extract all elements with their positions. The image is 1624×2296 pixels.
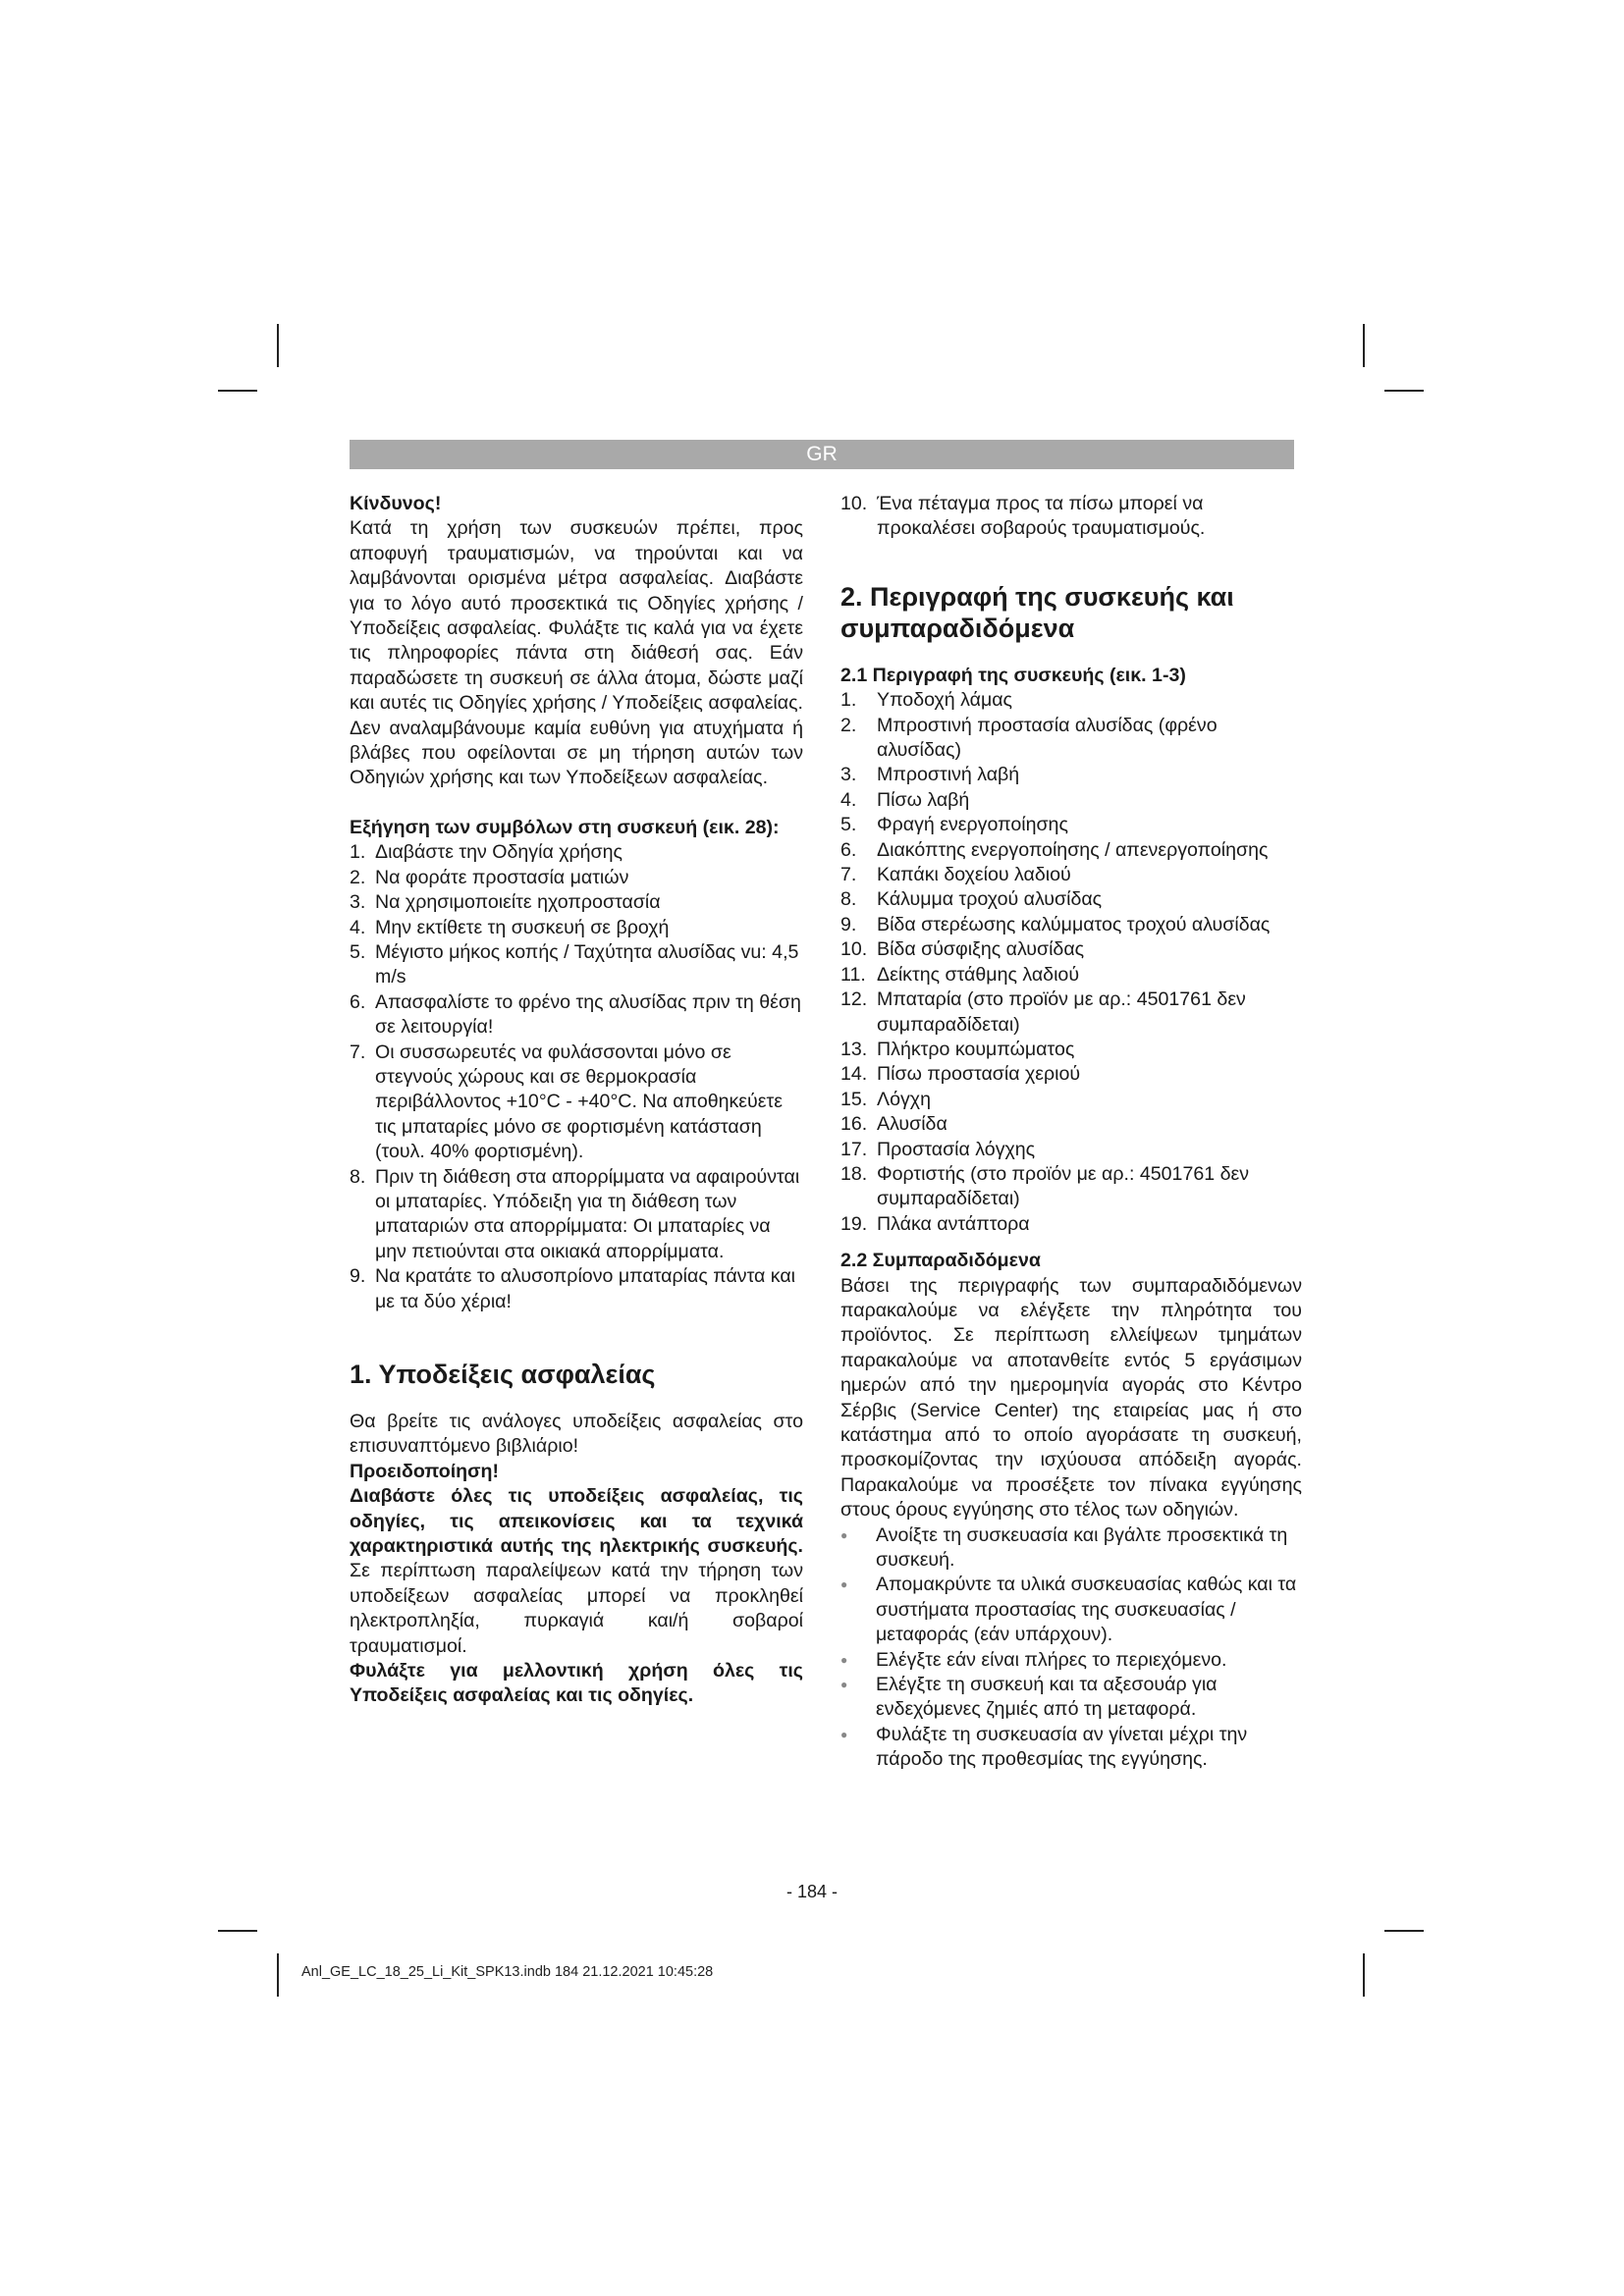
list-item <box>840 813 1302 837</box>
item-number: 11. <box>840 963 866 986</box>
bullet-dot-icon: ● <box>840 1652 848 1667</box>
item-number: 6. <box>350 990 366 1013</box>
item-text: Οι συσσωρευτές να φυλάσσονται μόνο σε στεγνούς χώρους και σε θερμοκρασία περιβάλλοντος +10°C - +40°C. Να αποθηκεύετε τις μπαταρίες μόνο σε φορτισμένη κατάσταση (τουλ. 40% φορτισμένη). <box>375 1041 783 1163</box>
item-number: 16. <box>840 1113 868 1136</box>
safety-intro: Θα βρείτε τις ανάλογες υποδείξεις ασφαλείας στο επισυναπτόμενο βιβλιάριο! <box>350 1411 803 1458</box>
bullet-text: Ελέγξτε εάν είναι πλήρες το περιεχόμενο. <box>876 1648 1227 1671</box>
item-text: Απασφαλίστε το φρένο της αλυσίδας πριν τη θέση σε λειτουργία! <box>375 990 801 1039</box>
language-code: GR <box>806 443 838 465</box>
crop-mark <box>1363 324 1365 367</box>
list-item <box>840 863 1302 887</box>
item-text: Υποδοχή λάμας <box>877 689 1012 712</box>
item-number: 17. <box>840 1138 868 1160</box>
crop-mark <box>218 1930 257 1932</box>
item-text: Δείκτης στάθμης λαδιού <box>877 963 1080 986</box>
list-item <box>350 866 803 890</box>
item-text: Φορτιστής (στο προϊόν με αρ.: 4501761 δεν συμπαραδίδεται) <box>877 1162 1250 1210</box>
page-number: - 184 - <box>785 1882 839 1901</box>
list-item <box>840 963 1302 988</box>
bullet-item <box>840 1673 1302 1723</box>
crop-mark <box>277 1953 279 1997</box>
list-item <box>840 492 1302 542</box>
item-text: Μέγιστο μήκος κοπής / Ταχύτητα αλυσίδας vu: 4,5 m/s <box>375 940 799 988</box>
item-text: Βίδα σύσφιξης αλυσίδας <box>877 938 1085 961</box>
list-item <box>840 1062 1302 1087</box>
bullet-text: Απομακρύντε τα υλικά συσκευασίας καθώς και τα συστήματα προστασίας της συσκευασίας / μεταφοράς (εάν υπάρχουν). <box>876 1574 1297 1646</box>
item-number: 14. <box>840 1063 868 1086</box>
section-2-2-heading: 2.2 Συμπαραδιδόμενα <box>840 1250 1041 1272</box>
danger-text: Κατά τη χρήση των συσκευών πρέπει, προς αποφυγή τραυματισμών, να τηρούνται και να λαμβάνονται ορισμένα μέτρα ασφαλείας. Διαβάστε για το λόγο αυτό προσεκτικά τις Οδηγίες χρήσης / Υποδείξεις ασφαλείας. Φυλάξτε τις καλά για να έχετε τις πληροφορίες πάντα στη διάθεσή σας. Εάν παραδώσετε τη συσκευή σε άλλα άτομα, δώστε μαζί και αυτές τις Οδηγίες χρήσης / Υποδείξεις ασφαλείας. Δεν αναλαμβάνουμε καμία ευθύνη για ατυχήματα ή βλάβες που οφείλονται σε μη τήρηση αυτών των Οδηγιών χρήσης και των Υποδείξεων ασφαλείας. <box>350 517 803 789</box>
right-column <box>840 492 1302 1773</box>
item-text: Προστασία λόγχης <box>877 1138 1036 1160</box>
list-item <box>350 1264 803 1314</box>
list-item <box>840 763 1302 787</box>
bullet-item <box>840 1723 1302 1773</box>
item-number: 5. <box>350 940 366 963</box>
danger-title: Κίνδυνος! <box>350 493 442 514</box>
item-number: 9. <box>840 913 857 935</box>
item-number: 2. <box>350 866 366 888</box>
item-text: Μπροστινή προστασία αλυσίδας (φρένο αλυσίδας) <box>877 714 1218 762</box>
item-number: 3. <box>350 891 366 914</box>
item-number: 8. <box>840 888 857 911</box>
item-text: Να χρησιμοποιείτε ηχοπροστασία <box>375 891 661 914</box>
item-text: Πλήκτρο κουμπώματος <box>877 1038 1075 1060</box>
list-item <box>840 937 1302 962</box>
parts-list <box>840 688 1302 1237</box>
list-item <box>350 940 803 990</box>
item-text: Να φοράτε προστασία ματιών <box>375 866 629 888</box>
section-2-1-heading: 2.1 Περιγραφή της συσκευής (εικ. 1-3) <box>840 664 1186 686</box>
item-number: 1. <box>350 841 366 864</box>
crop-mark <box>218 390 257 392</box>
bullet-list <box>840 1523 1302 1773</box>
item-number: 19. <box>840 1212 868 1235</box>
list-item <box>840 988 1302 1038</box>
item-text: Πίσω λαβή <box>877 788 970 811</box>
item-text: Φραγή ενεργοποίησης <box>877 814 1068 836</box>
list-item <box>840 1212 1302 1237</box>
item-number: 15. <box>840 1088 868 1110</box>
list-item <box>350 916 803 940</box>
item-number: 4. <box>350 916 366 938</box>
item-text: Κάλυμμα τροχού αλυσίδας <box>877 888 1103 911</box>
item-number: 6. <box>840 838 857 861</box>
symbols-list <box>350 840 803 1314</box>
list-item <box>840 913 1302 937</box>
item-text: Καπάκι δοχείου λαδιού <box>877 864 1071 886</box>
item-number: 13. <box>840 1038 868 1060</box>
section-1-heading: 1. Υποδείξεις ασφαλείας <box>350 1360 656 1389</box>
item-number: 4. <box>840 788 857 811</box>
list-item <box>350 1165 803 1265</box>
item-number: 10. <box>840 938 868 961</box>
item-number: 7. <box>840 864 857 886</box>
keep-instructions: Φυλάξτε για μελλοντική χρήση όλες τις Υποδείξεις ασφαλείας και τις οδηγίες. <box>350 1660 803 1707</box>
item-number: 5. <box>840 814 857 836</box>
item-number: 2. <box>840 714 857 736</box>
crop-mark <box>1384 390 1424 392</box>
print-footer: Anl_GE_LC_18_25_Li_Kit_SPK13.indb 184 21.12.2021 10:45:28 <box>301 1964 714 1980</box>
language-header-bar <box>350 440 1294 469</box>
bullet-dot-icon: ● <box>840 1577 848 1592</box>
crop-mark <box>1384 1930 1424 1932</box>
item-number: 3. <box>840 764 857 786</box>
bullet-text: Φυλάξτε τη συσκευασία αν γίνεται μέχρι την πάροδο της προθεσμίας της εγγύησης. <box>876 1723 1248 1771</box>
item-number: 18. <box>840 1162 868 1185</box>
list-item <box>350 990 803 1041</box>
item-text: Μπαταρία (στο προϊόν με αρ.: 4501761 δεν συμπαραδίδεται) <box>877 988 1246 1036</box>
list-item <box>840 1038 1302 1062</box>
list-item <box>840 1162 1302 1212</box>
item-text: Βίδα στερέωσης καλύμματος τροχού αλυσίδας <box>877 913 1271 935</box>
warning-rest: Σε περίπτωση παραλείψεων κατά την τήρηση των υποδείξεων ασφαλείας μπορεί να προκληθεί ηλεκτροπληξία, πυρκαγιά και/ή σοβαροί τραυματισμοί. <box>350 1560 803 1657</box>
item-text: Μπροστινή λαβή <box>877 764 1020 786</box>
item-text: Μην εκτίθετε τη συσκευή σε βροχή <box>375 916 670 938</box>
bullet-dot-icon: ● <box>840 1678 848 1692</box>
item-text: Ένα πέταγμα προς τα πίσω μπορεί να προκαλέσει σοβαρούς τραυματισμούς. <box>877 493 1206 540</box>
warning-title: Προειδοποίηση! <box>350 1460 500 1482</box>
item-number: 8. <box>350 1165 366 1188</box>
warning-bold: Διαβάστε όλες τις υποδείξεις ασφαλείας, τις οδηγίες, τις απεικονίσεις και τα τεχνικά χαρακτηριστικά αυτής της ηλεκτρικής συσκευής. <box>350 1485 803 1558</box>
crop-mark <box>277 324 279 367</box>
list-item <box>840 714 1302 764</box>
left-column <box>350 492 803 1709</box>
item-text: Διαβάστε την Οδηγία χρήσης <box>375 841 623 864</box>
continued-list <box>840 492 1302 542</box>
section-2-heading: 2. Περιγραφή της συσκευής και συμπαραδιδόμενα <box>840 581 1234 643</box>
crop-mark <box>1363 1953 1365 1997</box>
item-text: Πριν τη διάθεση στα απορρίμματα να αφαιρούνται οι μπαταρίες. Υπόδειξη για τη διάθεση των μπαταριών στα απορρίμματα: Οι μπαταρίες να μην πετιούνται στα οικιακά απορρίμματα. <box>375 1165 800 1262</box>
item-text: Πίσω προστασία χεριού <box>877 1063 1081 1086</box>
item-number: 12. <box>840 988 868 1011</box>
bullet-text: Ελέγξτε τη συσκευή και τα αξεσουάρ για ενδεχόμενες ζημιές από τη μεταφορά. <box>876 1674 1218 1721</box>
bullet-item <box>840 1523 1302 1574</box>
list-item <box>840 1138 1302 1162</box>
bullet-dot-icon: ● <box>840 1527 848 1542</box>
list-item <box>840 788 1302 813</box>
bullet-item <box>840 1573 1302 1647</box>
bullet-dot-icon: ● <box>840 1727 848 1741</box>
list-item <box>840 1088 1302 1112</box>
bullet-text: Ανοίξτε τη συσκευασία και βγάλτε προσεκτικά τη συσκευή. <box>876 1523 1288 1572</box>
item-number: 7. <box>350 1041 366 1063</box>
item-text: Πλάκα αντάπτορα <box>877 1212 1030 1235</box>
item-number: 10. <box>840 493 868 514</box>
item-text: Λόγχη <box>877 1088 931 1110</box>
delivery-text: Βάσει της περιγραφής των συμπαραδιδόμενων παρακαλούμε να ελέγξετε την πληρότητα του προϊόντος. Σε περίπτωση ελλείψεων τμημάτων παρακαλούμε να αποτανθείτε εντός 5 εργάσιμων ημερών από την ημερομηνία αγοράς στο Κέντρο Σέρβις (Service Center) της εταιρείας μας ή στο κατάστημα από το οποίο αγοράσατε τη συσκευή, προσκομίζοντας την ισχύουσα απόδειξη αγοράς. Παρακαλούμε να προσέξετε τον πίνακα εγγύησης στους όρους εγγύησης στο τέλος των οδηγιών. <box>840 1274 1302 1522</box>
item-number: 9. <box>350 1265 366 1288</box>
item-number: 1. <box>840 689 857 712</box>
item-text: Αλυσίδα <box>877 1113 947 1136</box>
item-text: Να κρατάτε το αλυσοπρίονο μπαταρίας πάντα και με τα δύο χέρια! <box>375 1265 796 1312</box>
symbols-title: Εξήγηση των συμβόλων στη συσκευή (εικ. 28): <box>350 816 780 838</box>
list-item <box>840 838 1302 863</box>
list-item <box>840 688 1302 713</box>
item-text: Διακόπτης ενεργοποίησης / απενεργοποίησης <box>877 838 1269 861</box>
bullet-item <box>840 1648 1302 1673</box>
list-item <box>840 1112 1302 1137</box>
list-item <box>350 1041 803 1165</box>
list-item <box>350 840 803 865</box>
list-item <box>350 890 803 915</box>
list-item <box>840 887 1302 912</box>
warning-text <box>350 1484 803 1659</box>
